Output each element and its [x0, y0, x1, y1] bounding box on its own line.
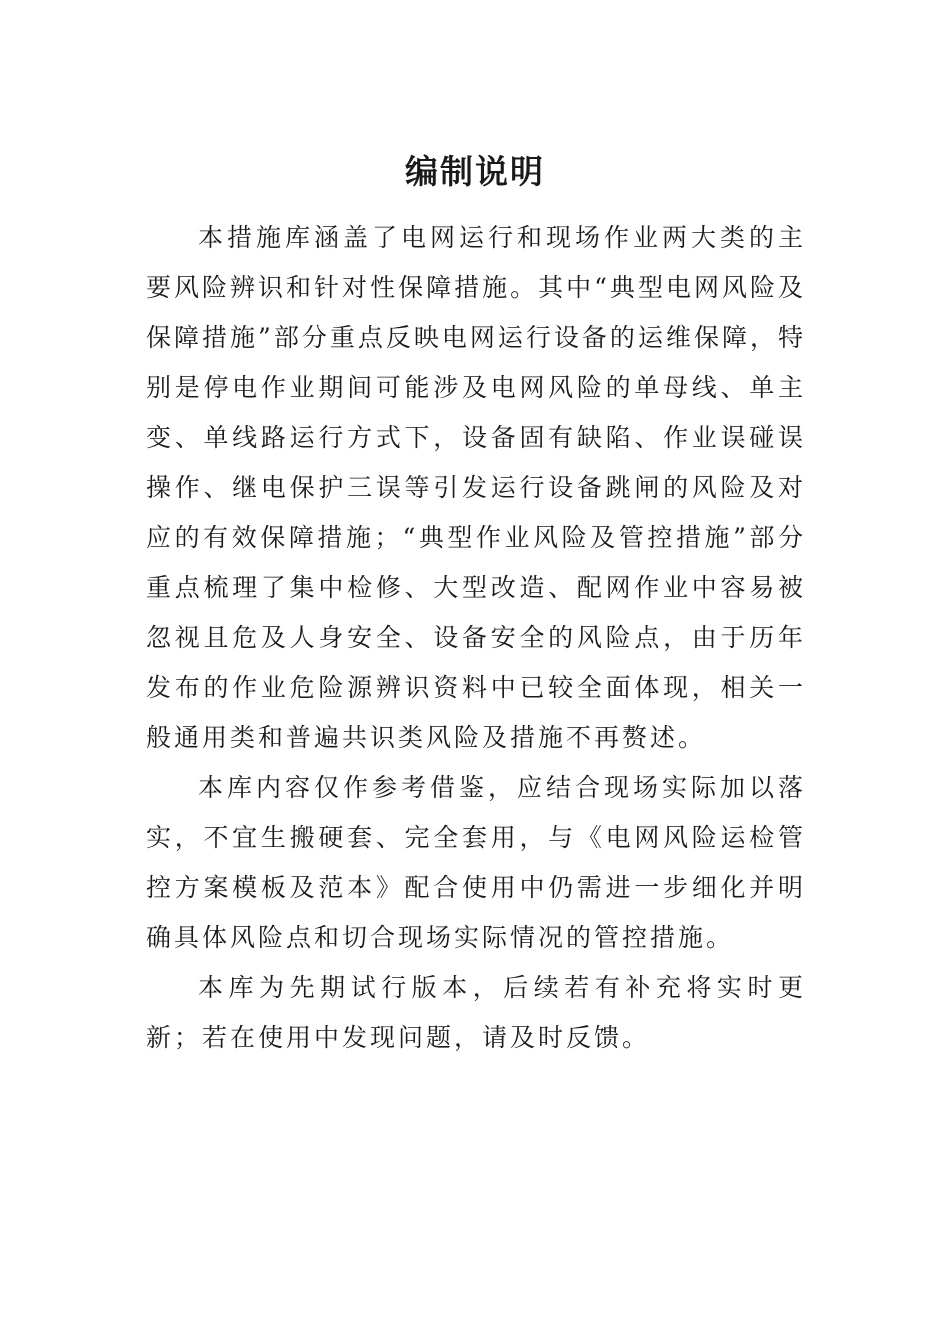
paragraph-usage: 本库内容仅作参考借鉴，应结合现场实际加以落实，不宜生搬硬套、完全套用，与《电网风险运检管控方案模板及范本》配合使用中仍需进一步细化并明确具体风险点和切合现场实际情况的管控措施。 — [146, 773, 806, 952]
page-title: 编制说明 — [405, 152, 545, 191]
paragraph-scope: 本措施库涵盖了电网运行和现场作业两大类的主要风险辨识和针对性保障措施。其中“典型电网风险及保障措施”部分重点反映电网运行设备的运维保障，特别是停电作业期间可能涉及电网风险的单母线、单主变、单线路运行方式下，设备固有缺陷、作业误碰误操作、继电保护三误等引发运行设备跳闸的风险及对应的有效保障措施；“典型作业风险及管控措施”部分重点梳理了集中检修、大型改造、配网作业中容易被忽视且危及人身安全、设备安全的风险点，由于历年发布的作业危险源辨识资料中已较全面体现，相关一般通用类和普遍共识类风险及措施不再赘述。 — [146, 223, 806, 752]
document-body — [146, 213, 806, 1063]
paragraph-version: 本库为先期试行版本，后续若有补充将实时更新；若在使用中发现问题，请及时反馈。 — [146, 973, 806, 1052]
